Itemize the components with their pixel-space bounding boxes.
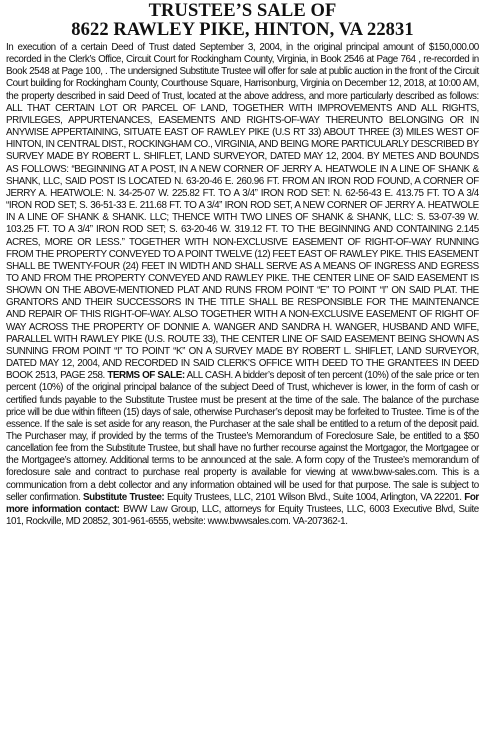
more-information-label: For more information contact: (6, 491, 479, 515)
title-line-2: 8622 RAWLEY PIKE, HINTON, VA 22831 (71, 20, 414, 40)
terms-of-sale-label: TERMS OF SALE: (107, 370, 185, 382)
notice-body (6, 42, 479, 528)
contact-text: BWW Law Group, LLC, attorneys for Equity Trustees, LLC, 6003 Executive Blvd, Suite 101, Rockville, MD 20852, 301-961-6555, website: www.bwwsales.com. VA-207362-1. (6, 503, 479, 528)
property-description-text: In execution of a certain Deed of Trust dated September 3, 2004, in the original principal amount of $150,000.00 recorded in the Clerk’s Office, Circuit Court for Rockingham County, Virginia, in Book 2546 at Page 764 , re-recorded in Book 2548 at Page 100, . The undersigned Substitute Trustee will offer for sale at public auction in the front of the Circuit Court building for Rockingham County, Courthouse Square, Harrisonburg, Virginia on December 12, 2018, at 10:00 AM, the property described in said Deed of Trust, located at the above address, and more particularly described as follows: ALL THAT CERTAIN LOT OR PARCEL OF LAND, TOGETHER WITH IMPROVEMENTS AND ALL RIGHTS, PRIVILEGES, APPURTENANCES, EASEMENTS AND RIGHTS-OF-WAY THEREUNTO BELONGING OR IN ANYWISE APPERTAINING, SITUATE EAST OF RAWLEY PIKE (U.S RT 33) ABOUT THREE (3) MILES WEST OF HINTON, IN CENTRAL DIST., ROCKINGHAM CO., VIRGINIA, AND BEING MORE PARTICULARLY DESCRIBED BY SURVEY MADE BY ROBERT L. SHIFLET, LAND SURVEYOR, DATED MAY 12, 2004. BY METES AND BOUNDS AS FOLLOWS: “BEGINNING AT A POST, IN A NEW CORNER OF JERRY A. HEATWOLE IN A LINE OF SHANK & SHANK, LLC, SAID POST IS LOCATED N. 63-20-46 E. 260.96 FT. FROM AN IRON ROD FOUND, A CORNER OF JERRY A. HEATWOLE: N. 34-25-07 W. 225.82 FT. TO A 3/4” IRON ROD SET: N. 62-56-43 E. 413.75 FT. TO A 3/4 “IRON ROD SET; S. 36-51-33 E. 211.68 FT. TO A 3/4” IRON ROD SET, A NEW CORNER OF JERRY A. HEATWOLE IN A LINE OF SHANK & SHANK. LLC; THENCE WITH TWO LINES OF SHANK & SHANK, LLC: S. 53-07-39 W. 103.25 FT. TO A 3/4” IRON ROD SET; S. 63-20-46 W. 319.12 FT. TO THE BEGINNING AND CONTAINING 2.145 ACRES, MORE OR LESS.” TOGETHER WITH NON-EXCLUSIVE EASEMENT OF RIGHT-OF-WAY RUNNING FROM THE PROPERTY CONVEYED TO A POINT TWELVE (12) FEET EAST OF RAWLEY PIKE. THIS EASEMENT SHALL BE TWENTY-FOUR (24) FEET IN WIDTH AND SHALL SERVE AS A MEANS OF INGRESS AND EGRESS TO AND FROM THE PROPERTY CONVEYED AND RAWLEY PIKE. THE CENTER LINE OF SAID EASEMENT IS SHOWN ON THE ABOVE-MENTIONED PLAT AND RUNS FROM POINT “E” TO POINT “I” ON SAID PLAT. THE GRANTORS AND THEIR SUCCESSORS IN THE TITLE SHALL BE RESPONSIBLE FOR THE MAINTENANCE AND REPAIR OF THIS RIGHT-OF-WAY. ALSO TOGETHER WITH A NON-EXCLUSIVE EASEMENT OF RIGHT OF WAY ACROSS THE PROPERTY OF DONNIE A. WANGER AND SANDRA H. WANGER, HUSBAND AND WIFE, PARALLEL WITH RAWLEY PIKE (U.S. ROUTE 33), THE CENTER LINE OF SAID EASEMENT BEING SHOWN AS SUNNING FROM POINT “I” TO POINT “K” ON A SURVEY MADE BY ROBERT L. SHIFLET, LAND SURVEYOR, DATED MAY 12, 2004, AND RECORDED IN SAID CLERK’S OFFICE WITH DEED TO THE GRANTEES IN DEED BOOK 2513, PAGE 258. (6, 42, 479, 382)
notice-title (6, 2, 479, 40)
substitute-trustee-text: Equity Trustees, LLC, 2101 Wilson Blvd., Suite 1004, Arlington, VA 22201. (167, 491, 462, 503)
terms-of-sale-text: ALL CASH. A bidder’s deposit of ten percent (10%) of the sale price or ten percent (10%) of the original principal balance of the subject Deed of Trust, whichever is lower, in the form of cash or certified funds payable to the Substitute Trustee must be present at the time of the sale. The balance of the purchase price will be due within fifteen (15) days of sale, otherwise Purchaser’s deposit may be forfeited to Trustee. Time is of the essence. If the sale is set aside for any reason, the Purchaser at the sale shall be entitled to a return of the deposit paid. The Purchaser may, if provided by the terms of the Trustee’s Memorandum of Foreclosure Sale, be entitled to a $50 cancellation fee from the Substitute Trustee, but shall have no further recourse against the Mortgagor, the Mortgagee or the Mortgagee’s attorney. Additional terms to be announced at the sale. A form copy of the Trustee’s memorandum of foreclosure sale and contract to purchase real property is available for viewing at www.bww-sales.com. This is a communication from a debt collector and any information obtained will be used for that purpose. The sale is subject to seller confirmation. (6, 370, 479, 503)
title-line-1: TRUSTEE’S SALE OF (148, 1, 337, 21)
substitute-trustee-label: Substitute Trustee: (83, 491, 165, 503)
